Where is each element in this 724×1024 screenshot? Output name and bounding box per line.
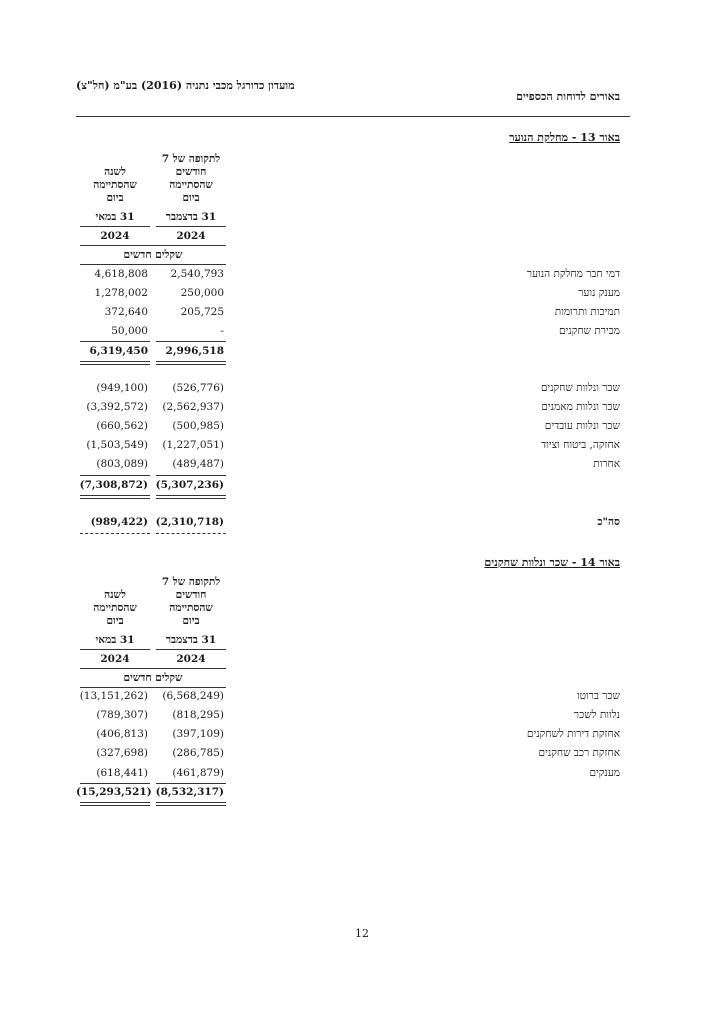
note14-col1-date: 31 בדצמבר bbox=[165, 634, 217, 646]
header-line: לתקופה של 7 bbox=[161, 576, 221, 588]
row-value: (789,307) bbox=[96, 709, 148, 721]
row-value: (3,392,572) bbox=[86, 401, 148, 413]
row-label: תמיכות ותרומות bbox=[554, 306, 620, 318]
header-line: ביום bbox=[182, 615, 200, 627]
row-label: מענק נוער bbox=[578, 287, 620, 299]
row-label: אחזקת דירות לשחקנים bbox=[526, 728, 620, 740]
note13-col1-year: 2024 bbox=[176, 230, 206, 242]
header-line: חודשים bbox=[175, 589, 207, 601]
total-double-line bbox=[156, 495, 226, 499]
row-label: דמי חבר מחלקת הנוער bbox=[526, 268, 620, 280]
row-value: (500,985) bbox=[172, 420, 224, 432]
header-divider bbox=[76, 116, 630, 117]
underline bbox=[156, 226, 226, 227]
row-value: (660,562) bbox=[96, 420, 148, 432]
underline bbox=[80, 264, 226, 265]
row-label: שכר ברוטו bbox=[577, 690, 620, 702]
note14-col2-year: 2024 bbox=[100, 653, 130, 665]
row-value: (461,879) bbox=[172, 767, 224, 779]
row-label: שכר ונלוות מאמנים bbox=[541, 401, 620, 413]
row-value: 372,640 bbox=[104, 306, 148, 318]
document-title: באורים לדוחות הכספיים bbox=[516, 90, 620, 103]
row-value: (286,785) bbox=[172, 747, 224, 759]
row-value: 205,725 bbox=[180, 306, 224, 318]
note14-title: באור 14 - שכר ונלוות שחקנים bbox=[484, 556, 620, 569]
row-value: (397,109) bbox=[172, 728, 224, 740]
row-value: (2,562,937) bbox=[162, 401, 224, 413]
total-double-line bbox=[80, 802, 150, 806]
note14-total: (15,293,521) bbox=[76, 786, 152, 798]
header-line: ביום bbox=[106, 192, 124, 204]
note13-col2-year: 2024 bbox=[100, 230, 130, 242]
expense-total: (5,307,236) bbox=[155, 479, 224, 491]
note13-col1-date: 31 בדצמבר bbox=[165, 211, 217, 223]
row-value: (489,487) bbox=[172, 458, 224, 470]
underline bbox=[80, 245, 226, 246]
net-total-label: סה"כ bbox=[597, 516, 620, 528]
header-line: שהסתיימה bbox=[169, 179, 213, 191]
total-double-line bbox=[80, 495, 150, 499]
row-value: 50,000 bbox=[111, 325, 148, 337]
row-value: 2,540,793 bbox=[170, 268, 224, 280]
company-name: מועדון כדורגל מכבי נתניה (2016) בע"מ (חל"צ) bbox=[76, 79, 295, 92]
note13-col1-header bbox=[156, 153, 226, 205]
subtotal-line bbox=[80, 783, 150, 784]
net-total: (989,422) bbox=[90, 516, 148, 528]
header-line: לתקופה של 7 bbox=[161, 153, 221, 165]
subtotal-line bbox=[156, 783, 226, 784]
header-line: ביום bbox=[182, 192, 200, 204]
subtotal-line bbox=[80, 341, 150, 342]
underline bbox=[80, 649, 150, 650]
row-value: (6,568,249) bbox=[162, 690, 224, 702]
row-label: מענקים bbox=[589, 767, 620, 779]
net-dashed-line bbox=[156, 533, 226, 534]
row-value: (327,698) bbox=[96, 747, 148, 759]
note14-col2-date: 31 במאי bbox=[95, 634, 135, 646]
subtotal-line bbox=[80, 475, 150, 476]
header-line: שהסתיימה bbox=[93, 179, 137, 191]
row-label: שכר ונלוות עובדים bbox=[544, 420, 620, 432]
note14-col1-year: 2024 bbox=[176, 653, 206, 665]
row-label: נלוות לשכר bbox=[573, 709, 620, 721]
row-value: (803,089) bbox=[96, 458, 148, 470]
total-double-line bbox=[80, 361, 150, 365]
row-label: שכר ונלוות שחקנים bbox=[540, 382, 620, 394]
total-double-line bbox=[156, 361, 226, 365]
row-value: (618,441) bbox=[96, 767, 148, 779]
row-label: אחרות bbox=[593, 458, 620, 470]
row-value: 1,278,002 bbox=[94, 287, 148, 299]
note14-col2-header bbox=[80, 589, 150, 628]
header-line: ביום bbox=[106, 615, 124, 627]
income-total: 2,996,518 bbox=[165, 345, 224, 357]
row-value: (526,776) bbox=[172, 382, 224, 394]
row-label: אחזקה, ביטוח וציוד bbox=[541, 439, 620, 451]
note13-col2-header bbox=[80, 166, 150, 205]
note13-title: באור 13 - מחלקת הנוער bbox=[509, 131, 620, 144]
row-label: מכירת שחקנים bbox=[559, 325, 620, 337]
row-value: - bbox=[220, 325, 224, 337]
header-line: שהסתיימה bbox=[93, 602, 137, 614]
note14-total: (8,532,317) bbox=[155, 786, 224, 798]
page-number: 12 bbox=[355, 927, 369, 940]
subtotal-line bbox=[156, 341, 226, 342]
note14-currency: שקלים חדשים bbox=[123, 672, 183, 684]
header-line: חודשים bbox=[175, 166, 207, 178]
row-value: (13,151,262) bbox=[79, 690, 148, 702]
row-value: (949,100) bbox=[96, 382, 148, 394]
note14-col1-header bbox=[156, 576, 226, 628]
header-line: שהסתיימה bbox=[169, 602, 213, 614]
row-value: 250,000 bbox=[180, 287, 224, 299]
total-double-line bbox=[156, 802, 226, 806]
underline bbox=[80, 687, 226, 688]
subtotal-line bbox=[156, 475, 226, 476]
row-label: אחזקת רכב שחקנים bbox=[538, 747, 620, 759]
header-line: לשנה bbox=[104, 589, 126, 601]
row-value: (1,227,051) bbox=[162, 439, 224, 451]
row-value: (818,295) bbox=[172, 709, 224, 721]
underline bbox=[80, 226, 150, 227]
header-line: לשנה bbox=[104, 166, 126, 178]
net-total: (2,310,718) bbox=[155, 516, 224, 528]
row-value: (1,503,549) bbox=[86, 439, 148, 451]
row-value: 4,618,808 bbox=[94, 268, 148, 280]
expense-total: (7,308,872) bbox=[79, 479, 148, 491]
row-value: (406,813) bbox=[96, 728, 148, 740]
note13-col2-date: 31 במאי bbox=[95, 211, 135, 223]
net-dashed-line bbox=[80, 533, 150, 534]
underline bbox=[80, 668, 226, 669]
income-total: 6,319,450 bbox=[89, 345, 148, 357]
note13-currency: שקלים חדשים bbox=[123, 249, 183, 261]
underline bbox=[156, 649, 226, 650]
